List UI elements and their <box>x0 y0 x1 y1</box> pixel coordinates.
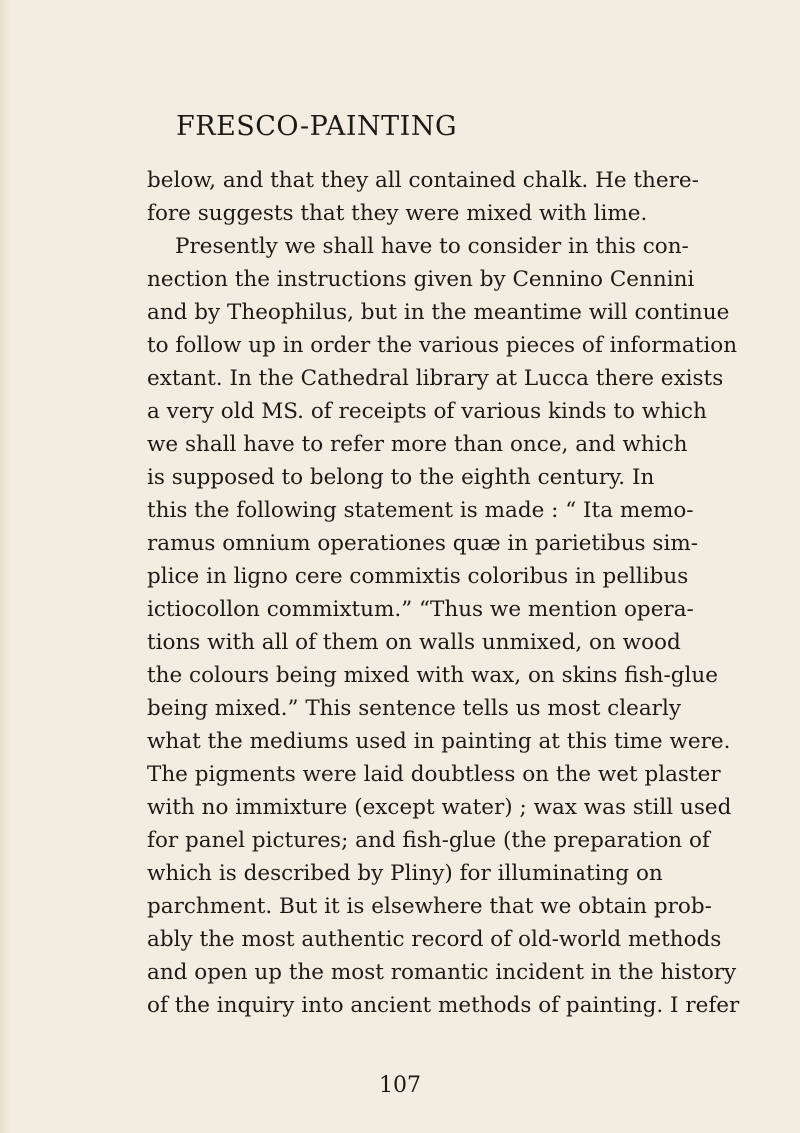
text-line: and open up the most romantic incident in the history <box>147 960 737 985</box>
text-line: this the following statement is made : “ Ita memo- <box>147 498 694 523</box>
text-line: parchment. But it is elsewhere that we obtain prob- <box>147 894 712 919</box>
text-line: below, and that they all contained chalk. He there- <box>147 168 699 193</box>
text-line: of the inquiry into ancient methods of painting. I refer <box>147 993 740 1018</box>
text-line: being mixed.” This sentence tells us most clearly <box>147 696 681 721</box>
text-line: what the mediums used in painting at this time were. <box>147 729 731 754</box>
text-line: plice in ligno cere commixtis coloribus in pellibus <box>147 564 689 589</box>
text-line: ictiocollon commixtum.” “Thus we mention opera- <box>147 597 694 622</box>
page-number: 107 <box>379 1073 421 1098</box>
text-line: is supposed to belong to the eighth century. In <box>147 465 655 490</box>
text-line: extant. In the Cathedral library at Lucca there exists <box>147 366 724 391</box>
page-gutter-shadow <box>0 0 10 1133</box>
text-line: which is described by Pliny) for illuminating on <box>147 861 663 886</box>
running-head: FRESCO-PAINTING <box>176 111 458 142</box>
text-line: a very old MS. of receipts of various kinds to which <box>147 399 707 424</box>
body-text <box>147 164 740 1022</box>
text-line: Presently we shall have to consider in this con- <box>175 234 689 259</box>
text-line: nection the instructions given by Cennino Cennini <box>147 267 695 292</box>
text-line: for panel pictures; and fish-glue (the preparation of <box>147 828 710 853</box>
text-line: and by Theophilus, but in the meantime will continue <box>147 300 730 325</box>
text-line: tions with all of them on walls unmixed, on wood <box>147 630 681 655</box>
text-line: ably the most authentic record of old-world methods <box>147 927 722 952</box>
text-line: ramus omnium operationes quæ in parietibus sim- <box>147 531 698 556</box>
text-line: The pigments were laid doubtless on the wet plaster <box>147 762 721 787</box>
text-line: fore suggests that they were mixed with lime. <box>147 201 648 226</box>
text-line: the colours being mixed with wax, on skins fish-glue <box>147 663 718 688</box>
text-line: we shall have to refer more than once, and which <box>147 432 688 457</box>
text-line: to follow up in order the various pieces of information <box>147 333 738 358</box>
text-line: with no immixture (except water) ; wax was still used <box>147 795 732 820</box>
